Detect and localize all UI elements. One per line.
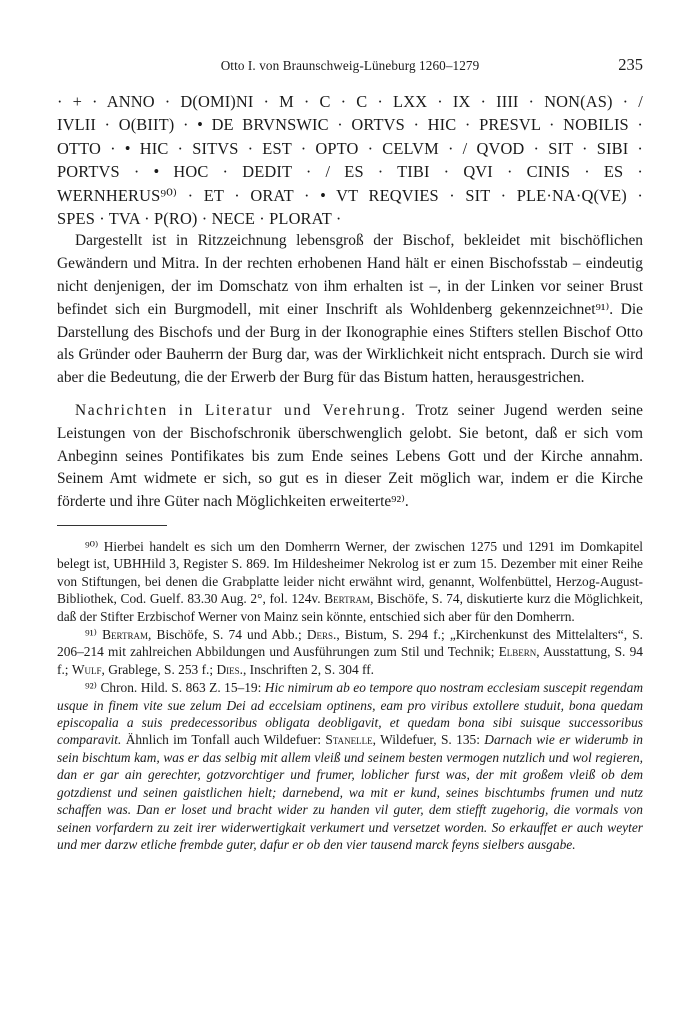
footnote-90 (57, 538, 643, 625)
inscription-line: · + · ANNO · D(OMI)NI · M · C · C · LXX · IX · IIII · NON(AS) · / (57, 92, 643, 111)
footnote-text: Hierbei handelt es sich um den Domherrn Werner, der zwischen 1275 und 1291 im Domkapitel belegt ist, UBHHild 3, Register S. 869. Im Hildesheimer Nekrolog ist er zum 15. Dezember mit einer Reihe von Stiftungen, bei denen die Grabplatte leider nicht erwähnt wird, genannt, Wolfenbüttel, Herzog-August-Bibliothek, Cod. Guelf. 83.30 Aug. 2°, fol. 124v. (57, 539, 643, 607)
section-heading: Nachrichten in Literatur und Verehrung. (75, 402, 407, 420)
footnote-mark: ⁹⁰⁾ (85, 539, 99, 554)
author-name: Wulf (71, 661, 102, 677)
footnote-text: , Grablege, S. 253 f.; (101, 661, 217, 677)
footnote-text: , Ausstattung, S. 94 f.; (57, 644, 643, 677)
german-quote: Darnach wie er widerumb in sein bischtum kam, was er das selbig mit allem vleiß und seinem besten vermogen nutzlich und wol regieren, dan er gar ain gerechter, gotzvorchtiger und frumer, loblicher furst was, der mit großem vleiß ob dem gotzdienst und seinen gaistlichen hielt; darnebend, wa mit er kund, seines bischtumbs frumen und nutz schaffen was. Dan er loset und bracht wider zu handen vil guter, dem stiefft zugehorig, die vormals von seinen vorfardern zu zeit irer widerwertigkait verkumert und versetzet worden. So erkauffet er auch weyter und mer darzw etliche frembde guter, dafur er ob den vier tausend marck feyns sielbers ausgabe. (57, 732, 643, 852)
inscription-block (57, 90, 643, 230)
paragraph-text: Dargestellt ist in Ritzzeichnung lebensgroß der Bischof, bekleidet mit bischöflichen Gewändern und Mitra. In der rechten erhobenen Hand hält er einen Bischofsstab – eindeutig nicht denjenigen, der im Domschatz von ihm erhalten ist –, in der Linken vor seiner Brust befindet sich ein Burgmodell, mit einer Inschrift als Wohldenberg gekennzeichnet⁹¹⁾. Die Darstellung des Bischofs und der Burg in der Ikonographie eines Stifters stellen Bischof Otto als Gründer oder Bauherrn der Burg dar, was der Wirklichkeit nicht entsprach. Durch sie wird aber die Bedeutung, die der Erwerb der Burg für das Bistum hatten, herausgestrichen. (57, 232, 643, 387)
footnote-text: , Bischöfe, S. 74 und Abb.; (148, 627, 307, 643)
paragraph-literature (57, 400, 643, 514)
author-name: Dies. (216, 661, 243, 677)
footnote-mark: ⁹¹⁾ (85, 627, 97, 643)
inscription-line: OTTO · • HIC · SITVS · EST · OPTO · CELVM · / QVOD · SIT · SIBI · (57, 138, 643, 158)
author-name: Bertram (324, 591, 371, 607)
footnote-92 (57, 679, 643, 853)
inscription-line: PORTVS · • HOC · DEDIT · / ES · TIBI · QVI · CINIS · ES · (57, 162, 643, 182)
footnote-mark: ⁹²⁾ (85, 680, 97, 696)
page-header (57, 55, 643, 80)
main-text (57, 230, 643, 514)
author-name: Stanelle (325, 732, 373, 748)
author-name: Elbern (498, 644, 537, 660)
footnote-91 (57, 626, 643, 678)
running-head: Otto I. von Braunschweig-Lüneburg 1260–1279 (220, 58, 480, 73)
inscription-line: WERNHERUS⁹⁰⁾ · ET · ORAT · • VT REQVIES · SIT · PLE·NA·Q(VE) · (57, 185, 643, 205)
footnote-text: , Bischöfe, S. 74, diskutierte kurz die Möglichkeit, daß der Stifter Erzbischof Werner von Mainz sein könnte, entschied sich aber für den Domherrn. (57, 591, 643, 624)
paragraph-description (57, 230, 643, 390)
page (57, 55, 643, 854)
author-name: Ders. (306, 627, 337, 643)
author-name: Bertram (102, 627, 149, 643)
page-number: 235 (618, 55, 643, 74)
latin-quote: Hic nimirum ab eo tempore quo nostram ecclesiam suscepit regendam usque in finem vite sue zelum Dei ad eccelsiam optinens, eam pro viribus extollere studuit, bona quedam episcopalia a suis predecessoribus obligata deobligavit, et quedam bona sibi suisque successoribus comparavit. (57, 680, 643, 748)
footnote-text: , Inschriften 2, S. 304 ff. (242, 661, 375, 677)
footnotes (57, 538, 643, 853)
footnote-text: Chron. Hild. S. 863 Z. 15–19: (100, 680, 265, 696)
inscription-line: IVLII · O(BIIT) · • DE BRVNSWIC · ORTVS · HIC · PRESVL · NOBILIS · (57, 115, 643, 135)
footnote-text: Ähnlich im Tonfall auch Wildefuer: (121, 732, 326, 748)
footnote-text: , Wildefuer, S. 135: (372, 732, 485, 748)
footnote-text: , Bistum, S. 294 f.; „Kirchenkunst des Mittelalters“, S. 206–214 mit zahlreichen Abbildungen und Ausführungen zum Stil und Technik; (57, 627, 643, 660)
paragraph-text: Trotz seiner Jugend werden seine Leistungen von der Bischofschronik überschwenglich gelobt. Sie betont, daß er sich vom Anbeginn seines Pontifikates bis zum Ende seines Lebens Gott und der Kirche annahm. Seinem Amt widmete er sich, so gut es in dieser Zeit möglich war, indem er die Kirche förderte und ihre Güter nach Möglichkeiten erweiterte⁹²⁾. (57, 402, 643, 511)
inscription-line: SPES · TVA · P(RO) · NECE · PLORAT · (57, 209, 342, 229)
footnote-divider (57, 525, 167, 526)
